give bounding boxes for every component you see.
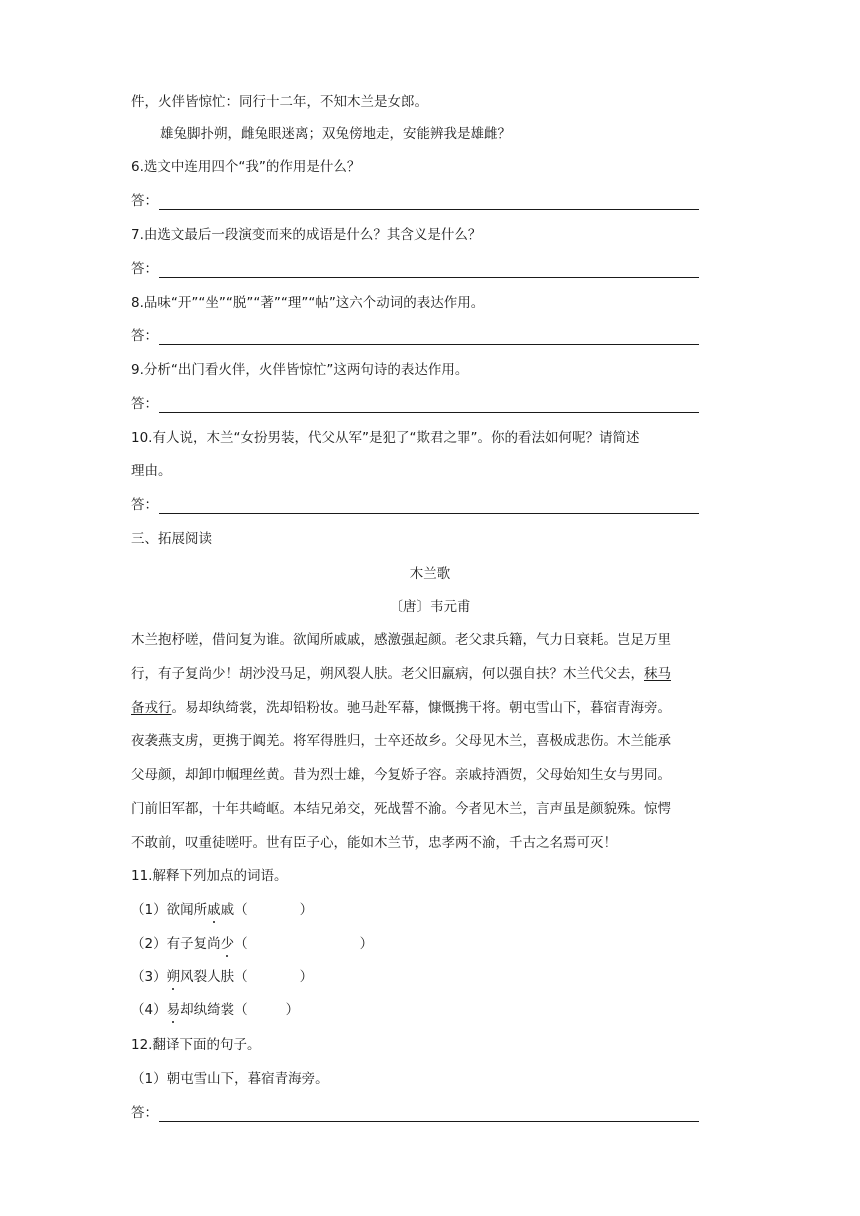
answer-label: 答：: [131, 193, 158, 209]
answer-line-6[interactable]: [131, 192, 699, 210]
question-12: 12.翻译下面的句子。: [131, 1037, 261, 1053]
answer-label: 答：: [131, 328, 158, 344]
passage-text-line: 木兰抱杼嗟，借问复为谁。欲闻所戚戚，感激强起颜。老父隶兵籍，气力日衰耗。岂足万里: [131, 632, 671, 648]
answer-label: 答：: [131, 396, 158, 412]
answer-line-10[interactable]: [131, 496, 699, 514]
passage-text-line: 件，火伴皆惊忙：同行十二年，不知木兰是女郎。: [131, 94, 428, 110]
answer-line-7[interactable]: [131, 260, 699, 278]
dotted-character: 戚: [207, 902, 221, 918]
passage-text-line: 雄兔脚扑朔，雌兔眼迷离；双兔傍地走，安能辨我是雄雌？: [160, 126, 511, 142]
underlined-phrase: 秣马: [644, 666, 671, 682]
poem-author: 〔唐〕韦元甫: [389, 599, 471, 615]
question-10-cont: 理由。: [131, 463, 172, 479]
q11-item-3: （3）朔风裂人肤（ ）: [131, 969, 314, 985]
passage-text-line: 备戎行。易却纨绮裳，洗却铅粉妆。驰马赴军幕，慷慨携干将。朝屯雪山下，暮宿青海旁。: [131, 700, 671, 716]
question-6: 6.选文中连用四个“我”的作用是什么？: [131, 159, 361, 175]
question-11: 11.解释下列加点的词语。: [131, 868, 288, 884]
answer-label: 答：: [131, 1105, 158, 1121]
answer-rule[interactable]: [159, 1106, 699, 1122]
q11-item-1: （1）欲闻所戚戚（ ）: [131, 902, 314, 918]
passage-text-line: 行，有子复尚少！胡沙没马足，朔风裂人肤。老父旧羸病，何以强自扶？木兰代父去，秣马: [131, 666, 671, 682]
answer-label: 答：: [131, 261, 158, 277]
question-9: 9.分析“出门看火伴，火伴皆惊忙”这两句诗的表达作用。: [131, 362, 469, 378]
q11-item-2: （2）有子复尚少（ ）: [131, 936, 374, 952]
q12-item-1: （1）朝屯雪山下，暮宿青海旁。: [131, 1071, 329, 1087]
passage-text-line: 父母颜，却卸巾帼理丝黄。昔为烈士雄，今复娇子容。亲戚持酒贺，父母始知生女与男同。: [131, 767, 671, 783]
answer-rule[interactable]: [159, 329, 699, 345]
answer-line-8[interactable]: [131, 327, 699, 345]
poem-title: 木兰歌: [409, 566, 451, 582]
answer-rule[interactable]: [159, 498, 699, 514]
answer-line-12[interactable]: [131, 1104, 699, 1122]
q11-item-4: （4）易却纨绮裳（ ）: [131, 1002, 300, 1018]
passage-text-line: 不敢前，叹重徒嗟吁。世有臣子心，能如木兰节，忠孝两不渝，千古之名焉可灭！: [131, 835, 617, 851]
question-10: 10.有人说，木兰“女扮男装，代父从军”是犯了“欺君之罪”。你的看法如何呢？请简述: [131, 430, 640, 446]
answer-rule[interactable]: [159, 194, 699, 210]
answer-label: 答：: [131, 497, 158, 513]
section-heading: 三、拓展阅读: [131, 531, 212, 547]
underlined-phrase: 备戎行: [131, 700, 172, 716]
dotted-character: 易: [166, 1002, 181, 1018]
passage-text-line: 门前旧军都，十年共崎岖。本结兄弟交，死战誓不渝。今者见木兰，言声虽是颜貌殊。惊愕: [131, 801, 671, 817]
answer-rule[interactable]: [159, 397, 699, 413]
dotted-character: 少: [220, 936, 235, 952]
question-8: 8.品味“开”“坐”“脱”“著”“理”“帖”这六个动词的表达作用。: [131, 295, 485, 311]
question-7: 7.由选文最后一段演变而来的成语是什么？其含义是什么？: [131, 227, 482, 243]
answer-rule[interactable]: [159, 262, 699, 278]
passage-text-line: 夜袭燕支虏，更携于阗羌。将军得胜归，士卒还故乡。父母见木兰，喜极成悲伤。木兰能承: [131, 733, 671, 749]
dotted-character: 朔: [166, 969, 181, 985]
answer-line-9[interactable]: [131, 395, 699, 413]
